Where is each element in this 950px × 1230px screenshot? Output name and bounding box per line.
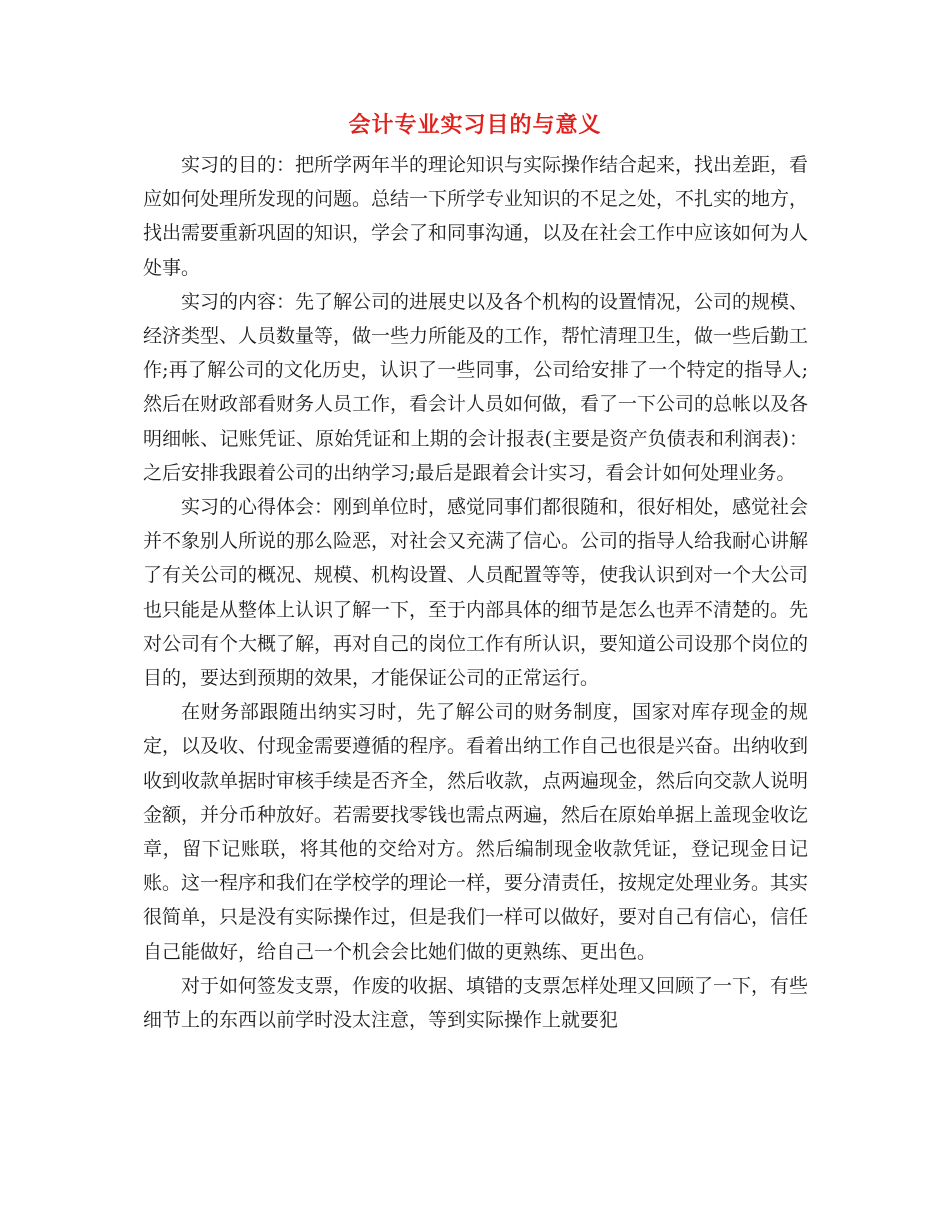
- paragraph-purpose: 实习的目的：把所学两年半的理论知识与实际操作结合起来，找出差距，看应如何处理所发现的问题。总结一下所学专业知识的不足之处，不扎实的地方，找出需要重新巩固的知识，学会了和同事沟通，以及在社会工作中应该如何为人处事。: [143, 154, 809, 279]
- paragraph-experience: 实习的心得体会：刚到单位时，感觉同事们都很随和，很好相处，感觉社会并不象别人所说的那么险恶，对社会又充满了信心。公司的指导人给我耐心讲解了有关公司的概况、规模、机构设置、人员配置等等，使我认识到对一个大公司也只能是从整体上认识了解一下，至于内部具体的细节是怎么也弄不清楚的。先对公司有个大概了解，再对自己的岗位工作有所认识，要知道公司设那个岗位的目的，要达到预期的效果，才能保证公司的正常运行。: [143, 496, 809, 690]
- paragraph-cashier: 在财务部跟随出纳实习时，先了解公司的财务制度，国家对库存现金的规定，以及收、付现金需要遵循的程序。看着出纳工作自己也很是兴奋。出纳收到收到收款单据时审核手续是否齐全，然后收款，点两遍现金，然后向交款人说明金额，并分币种放好。若需要找零钱也需点两遍，然后在原始单据上盖现金收讫章，留下记账联，将其他的交给对方。然后编制现金收款凭证，登记现金日记账。这一程序和我们在学校学的理论一样，要分清责任，按规定处理业务。其实很简单，只是没有实际操作过，但是我们一样可以做好，要对自己有信心，信任自己能做好，给自己一个机会会比她们做的更熟练、更出色。: [143, 701, 809, 963]
- paragraph-content: 实习的内容：先了解公司的进展史以及各个机构的设置情况，公司的规模、经济类型、人员数量等，做一些力所能及的工作，帮忙清理卫生，做一些后勤工作;再了解公司的文化历史，认识了一些同事，公司给安排了一个特定的指导人;然后在财政部看财务人员工作，看会计人员如何做，看了一下公司的总帐以及各明细帐、记账凭证、原始凭证和上期的会计报表(主要是资产负债表和利润表)：之后安排我跟着公司的出纳学习;最后是跟着会计实习，看会计如何处理业务。: [143, 290, 809, 484]
- paragraph-checks: 对于如何签发支票，作废的收据、填错的支票怎样处理又回顾了一下，有些细节上的东西以前学时没太注意，等到实际操作上就要犯: [143, 974, 809, 1032]
- document-body: [143, 148, 808, 1037]
- document-title: 会计专业实习目的与意义: [348, 112, 602, 138]
